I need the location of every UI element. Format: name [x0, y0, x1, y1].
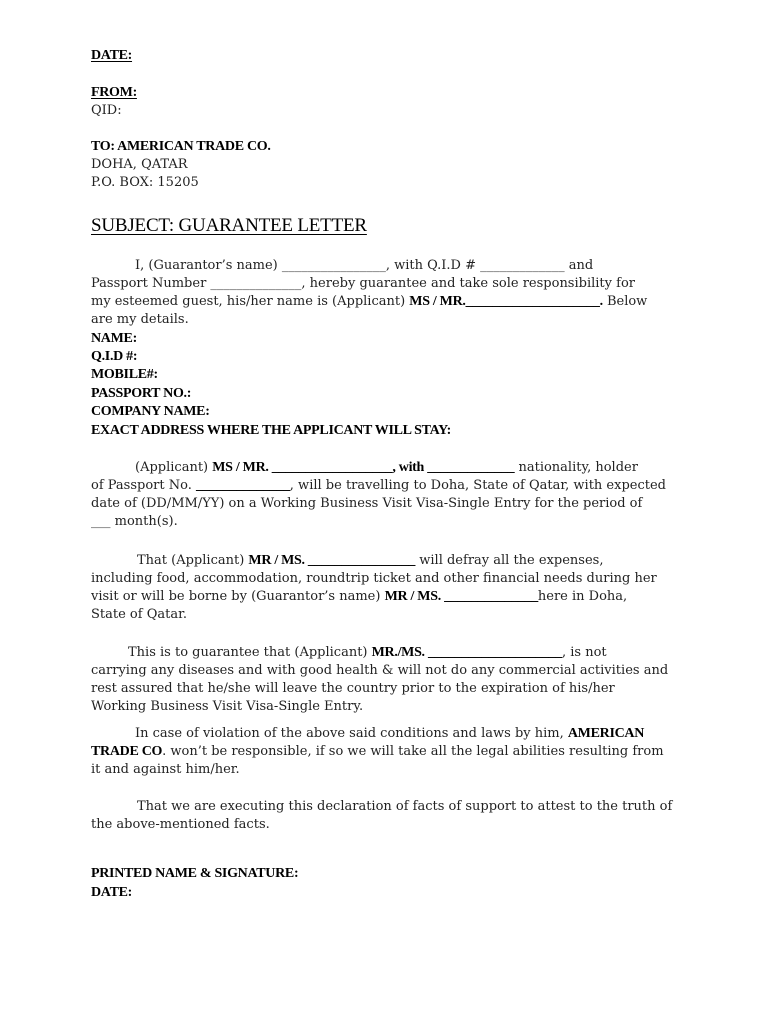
intro-paragraph — [91, 257, 691, 329]
guarantee-line — [91, 644, 691, 662]
violation-text: . won’t be responsible, if so we will take all the legal abilities resulting from — [162, 744, 664, 759]
declaration-line: That we are executing this declaration of facts of support to attest to the truth of — [137, 799, 673, 814]
detail-qid-label: Q.I.D #: — [91, 349, 138, 364]
violation-paragraph — [91, 725, 691, 779]
declaration-line: the above-mentioned facts. — [91, 817, 270, 832]
footer-date-label: DATE: — [91, 885, 133, 900]
date-label: DATE: — [91, 48, 133, 63]
detail-company-label: COMPANY NAME: — [91, 404, 210, 419]
expenses-text: visit or will be borne by (Guarantor’s name) — [91, 589, 385, 604]
violation-text: In case of violation of the above said conditions and laws by him, — [135, 726, 568, 741]
from-label: FROM: — [91, 85, 137, 100]
applicant-name-blank: MR / MS. ________________ — [248, 553, 416, 568]
guarantee-line: rest assured that he/she will leave the country prior to the expiration of his/her — [91, 681, 615, 696]
expenses-text: here in Doha, — [537, 589, 628, 604]
guarantor-name-blank: MR / MS. ______________ — [384, 589, 538, 604]
detail-mobile-label: MOBILE#: — [91, 367, 158, 382]
applicant-name-blank: MR./MS. ____________________ — [371, 645, 562, 660]
intro-line: Passport Number ______________, hereby guarantee and take sole responsibility for — [91, 276, 635, 291]
expenses-line — [91, 588, 691, 606]
travel-line: ___ month(s). — [91, 514, 178, 529]
violation-line: it and against him/her. — [91, 762, 240, 777]
applicant-name-blank: MS / MR.____________________. — [409, 294, 603, 309]
intro-text: my esteemed guest, his/her name is (Applicant) — [91, 294, 410, 309]
to-city: DOHA, QATAR — [91, 157, 188, 172]
expenses-line: including food, accommodation, roundtrip ticket and other financial needs during her — [91, 571, 657, 586]
passport-blank: ______________ — [195, 478, 290, 493]
violation-line — [91, 725, 691, 743]
expenses-line: State of Qatar. — [91, 607, 188, 622]
detail-name-label: NAME: — [91, 331, 137, 346]
declaration-paragraph — [91, 798, 691, 834]
guarantee-text: , is not — [561, 645, 607, 660]
expenses-line — [91, 552, 691, 570]
applicant-nationality-blanks: MS / MR. __________________, with _____________ — [212, 460, 515, 475]
expenses-text: That (Applicant) — [137, 553, 249, 568]
intro-text: Below — [602, 294, 648, 309]
expenses-paragraph — [91, 552, 691, 624]
violation-line — [91, 743, 691, 761]
expenses-text: will defray all the expenses, — [415, 553, 604, 568]
to-label: TO: AMERICAN TRADE CO. — [91, 139, 271, 154]
to-pobox: P.O. BOX: 15205 — [91, 175, 199, 190]
detail-address-label: EXACT ADDRESS WHERE THE APPLICANT WILL STAY: — [91, 423, 452, 438]
travel-text: , will be travelling to Doha, State of Qatar, with expected — [289, 478, 666, 493]
intro-line: I, (Guarantor’s name) ________________, with Q.I.D # _____________ and — [135, 258, 594, 273]
travel-line — [91, 459, 691, 477]
travel-text: (Applicant) — [135, 460, 213, 475]
company-name-bold: TRADE CO — [91, 744, 163, 759]
company-name-bold: AMERICAN — [567, 726, 645, 741]
guarantee-line: Working Business Visit Visa-Single Entry. — [91, 699, 364, 714]
signature-label: PRINTED NAME & SIGNATURE: — [91, 866, 299, 881]
guarantee-paragraph — [91, 644, 691, 716]
intro-line — [91, 293, 691, 311]
subject-heading: SUBJECT: GUARANTEE LETTER — [91, 215, 367, 236]
intro-line: are my details. — [91, 312, 189, 327]
guarantee-text: This is to guarantee that (Applicant) — [128, 645, 372, 660]
guarantee-line: carrying any diseases and with good health & will not do any commercial activities and — [91, 663, 669, 678]
travel-paragraph — [91, 459, 691, 531]
detail-passport-label: PASSPORT NO.: — [91, 386, 192, 401]
travel-line: date of (DD/MM/YY) on a Working Business Visit Visa-Single Entry for the period of — [91, 496, 643, 511]
travel-text: nationality, holder — [514, 460, 638, 475]
travel-line — [91, 477, 691, 495]
qid-label: QID: — [91, 103, 122, 118]
travel-text: of Passport No. — [91, 478, 196, 493]
